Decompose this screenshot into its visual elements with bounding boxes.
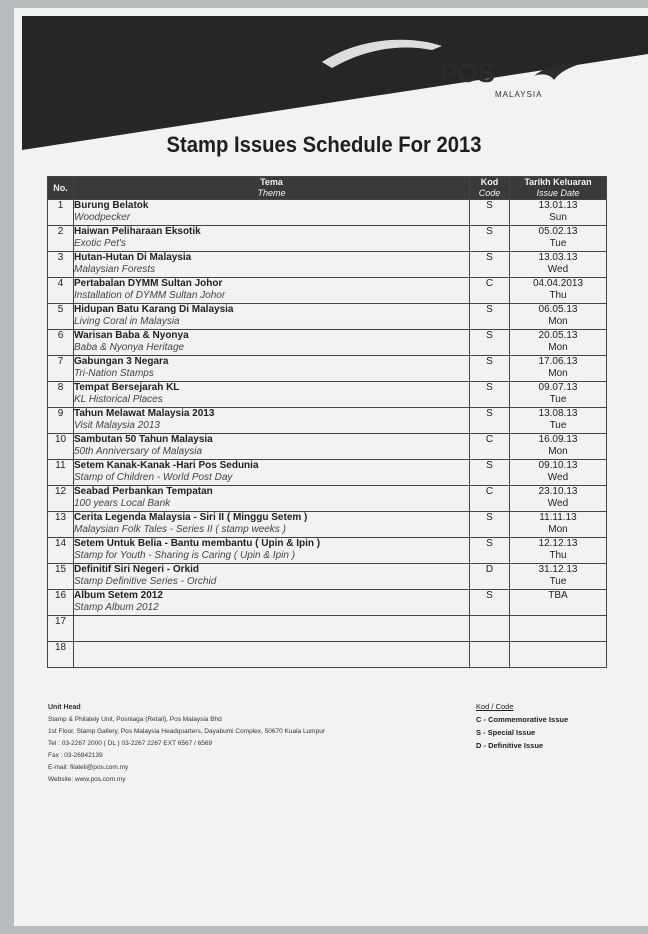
theme-malay: Hutan-Hutan Di Malaysia [74,252,192,263]
issue-date: 12.12.13 [538,538,578,549]
row-date [510,642,607,668]
row-theme [74,642,470,668]
issue-date: 11.11.13 [539,512,577,523]
row-code: C [470,486,510,512]
table-row [48,382,607,408]
table-header-row [48,177,607,200]
theme-english: Woodpecker [74,212,131,223]
row-theme [74,356,470,382]
issue-day: Wed [547,472,569,483]
row-number: 12 [48,486,74,512]
contact-line: Website: www.pos.com.my [48,776,126,783]
header-theme-ms: Tema [260,177,283,187]
issue-date: 09.10.13 [538,460,578,471]
header-theme-en: Theme [257,188,286,198]
theme-english: Stamp Album 2012 [74,602,159,613]
header-code-en: Code [478,188,501,198]
row-code: S [470,330,510,356]
row-theme [74,252,470,278]
theme-malay: Definitif Siri Negeri - Orkid [74,564,200,575]
theme-malay: Haiwan Peliharaan Eksotik [74,226,201,237]
table-row [48,330,607,356]
row-number: 4 [48,278,74,304]
issue-day: Thu [549,290,567,301]
theme-malay: Tempat Bersejarah KL [74,382,180,393]
table-row [48,642,607,668]
theme-english: Stamp of Children - World Post Day [74,472,233,483]
row-theme [74,382,470,408]
contact-line: E-mail: filateli@pos.com.my [48,764,129,771]
table-row [48,226,607,252]
row-date [510,226,607,252]
theme-english: Visit Malaysia 2013 [74,420,160,431]
row-code [470,616,510,642]
bird-icon [532,60,582,82]
row-date [510,538,607,564]
issue-date: 04.04.2013 [532,278,584,289]
row-code: S [470,460,510,486]
header-no: No. [48,177,74,200]
row-number: 2 [48,226,74,252]
header-date [510,177,607,200]
row-number: 5 [48,304,74,330]
table-row [48,460,607,486]
issue-day: Wed [547,264,569,275]
row-number: 8 [48,382,74,408]
row-theme [74,590,470,616]
contact-line: Tel : 03-2267 2000 ( DL ) 03-2267 2267 EXT 6567 / 6569 [48,740,213,747]
row-theme [74,434,470,460]
issue-day: Tue [549,238,567,249]
issue-day: Sun [549,212,567,223]
issue-day: Tue [549,420,567,431]
theme-english: 100 years Local Bank [74,498,171,509]
row-theme [74,512,470,538]
issue-date: 16.09.13 [538,434,578,445]
row-date [510,330,607,356]
row-theme [74,564,470,590]
table-row [48,356,607,382]
theme-malay: Seabad Perbankan Tempatan [74,486,213,497]
theme-malay: Burung Belatok [74,200,149,211]
theme-english: 50th Anniversary of Malaysia [74,446,203,457]
row-number: 15 [48,564,74,590]
row-theme [74,304,470,330]
theme-english: Baba & Nyonya Heritage [74,342,185,353]
table-row [48,590,607,616]
table-row [48,304,607,330]
theme-english: KL Historical Places [74,394,163,405]
row-number: 18 [48,642,74,668]
issue-day: Wed [547,498,569,509]
issue-day: Mon [548,446,568,457]
row-code: S [470,408,510,434]
row-code: S [470,382,510,408]
issue-date: 13.01.13 [538,200,578,211]
issue-day: Mon [548,316,568,327]
table-row [48,200,607,226]
page-title: Stamp Issues Schedule For 2013 [166,132,482,157]
issue-day: Mon [548,368,568,379]
row-number: 16 [48,590,74,616]
issue-day: Tue [549,394,567,405]
table-row [48,486,607,512]
row-number: 1 [48,200,74,226]
row-theme [74,330,470,356]
theme-malay: Gabungan 3 Negara [74,356,169,367]
row-date [510,434,607,460]
table-row [48,538,607,564]
table-row [48,278,607,304]
row-number: 6 [48,330,74,356]
issue-date: 31.12.13 [538,564,578,575]
row-code [470,642,510,668]
theme-malay: Setem Untuk Belia - Bantu membantu ( Upin & Ipin ) [74,538,321,549]
row-code: S [470,226,510,252]
contact-info [48,702,428,786]
theme-malay: Sambutan 50 Tahun Malaysia [74,434,213,445]
issue-date: TBA [548,590,568,601]
row-number: 17 [48,616,74,642]
issue-day: Mon [548,342,568,353]
header-date-en: Issue Date [536,188,580,198]
pos-malaysia-logo [440,58,590,108]
issue-date: 09.07.13 [538,382,578,393]
row-number: 11 [48,460,74,486]
row-date [510,278,607,304]
theme-malay: Pertabalan DYMM Sultan Johor [74,278,223,289]
theme-english: Tri-Nation Stamps [74,368,154,379]
theme-malay: Setem Kanak-Kanak -Hari Pos Sedunia [74,460,259,471]
row-date [510,564,607,590]
code-legend-item: D - Definitive Issue [476,741,544,750]
row-number: 7 [48,356,74,382]
row-date [510,304,607,330]
row-theme [74,278,470,304]
row-theme [74,226,470,252]
row-code: S [470,356,510,382]
theme-english: Stamp for Youth - Sharing is Caring ( Upin & Ipin ) [74,550,296,561]
row-theme [74,616,470,642]
contact-line: Stamp & Philately Unit, Posniaga (Retail), Pos Malaysia Bhd [48,716,222,723]
theme-english: Living Coral in Malaysia [74,316,180,327]
code-legend-item: C - Commemorative Issue [476,715,569,724]
row-number: 3 [48,252,74,278]
row-date [510,382,607,408]
theme-malay: Tahun Melawat Malaysia 2013 [74,408,215,419]
row-number: 14 [48,538,74,564]
row-code: C [470,278,510,304]
row-date [510,460,607,486]
row-code: D [470,564,510,590]
header-code [470,177,510,200]
contact-line: 1st Floor, Stamp Gallery, Pos Malaysia Headquarters, Dayabumi Complex, 50670 Kuala Lumpur [48,728,325,735]
row-date [510,486,607,512]
issue-date: 05.02.13 [538,226,578,237]
theme-english: Malaysian Folk Tales - Series II ( stamp weeks ) [74,524,286,535]
theme-english: Exotic Pet's [74,238,126,249]
row-theme [74,200,470,226]
code-legend [476,700,616,752]
issue-day: Mon [548,524,568,535]
row-theme [74,408,470,434]
row-code: S [470,512,510,538]
issue-date: 13.08.13 [538,408,578,419]
table-row [48,408,607,434]
theme-english: Installation of DYMM Sultan Johor [74,290,226,301]
logo-text: POS [440,58,495,88]
theme-english: Malaysian Forests [74,264,156,275]
table-row [48,616,607,642]
row-theme [74,460,470,486]
row-number: 9 [48,408,74,434]
issue-date: 20.05.13 [538,330,578,341]
row-date [510,356,607,382]
header-code-ms: Kod [480,177,499,187]
unit-head-label: Unit Head [48,704,81,711]
row-date [510,408,607,434]
row-number: 13 [48,512,74,538]
logo-subtitle: MALAYSIA [495,90,543,99]
row-code: S [470,200,510,226]
row-number: 10 [48,434,74,460]
row-theme [74,538,470,564]
code-legend-item: S - Special Issue [476,728,536,737]
theme-english: Stamp Definitive Series - Orchid [74,576,217,587]
row-code: C [470,434,510,460]
header-theme [74,177,470,200]
row-code: S [470,538,510,564]
row-date [510,200,607,226]
issue-day: Thu [549,550,567,561]
theme-malay: Cerita Legenda Malaysia - Siri II ( Minggu Setem ) [74,512,308,523]
issue-date: 23.10.13 [538,486,578,497]
issue-date: 13.03.13 [538,252,578,263]
row-date [510,590,607,616]
table-row [48,512,607,538]
table-row [48,564,607,590]
issue-date: 17.06.13 [538,356,578,367]
theme-malay: Warisan Baba & Nyonya [74,330,189,341]
row-theme [74,486,470,512]
theme-malay: Hidupan Batu Karang Di Malaysia [74,304,234,315]
row-code: S [470,590,510,616]
row-date [510,512,607,538]
issue-day: Tue [549,576,567,587]
row-code: S [470,304,510,330]
table-row [48,434,607,460]
header-date-ms: Tarikh Keluaran [524,177,592,187]
table-row [48,252,607,278]
schedule-table [47,176,607,668]
row-code: S [470,252,510,278]
contact-line: Fax : 03-26942139 [48,752,103,759]
theme-malay: Album Setem 2012 [74,590,163,601]
issue-date: 06.05.13 [538,304,578,315]
code-legend-title: Kod / Code [476,702,514,711]
row-date [510,252,607,278]
row-date [510,616,607,642]
